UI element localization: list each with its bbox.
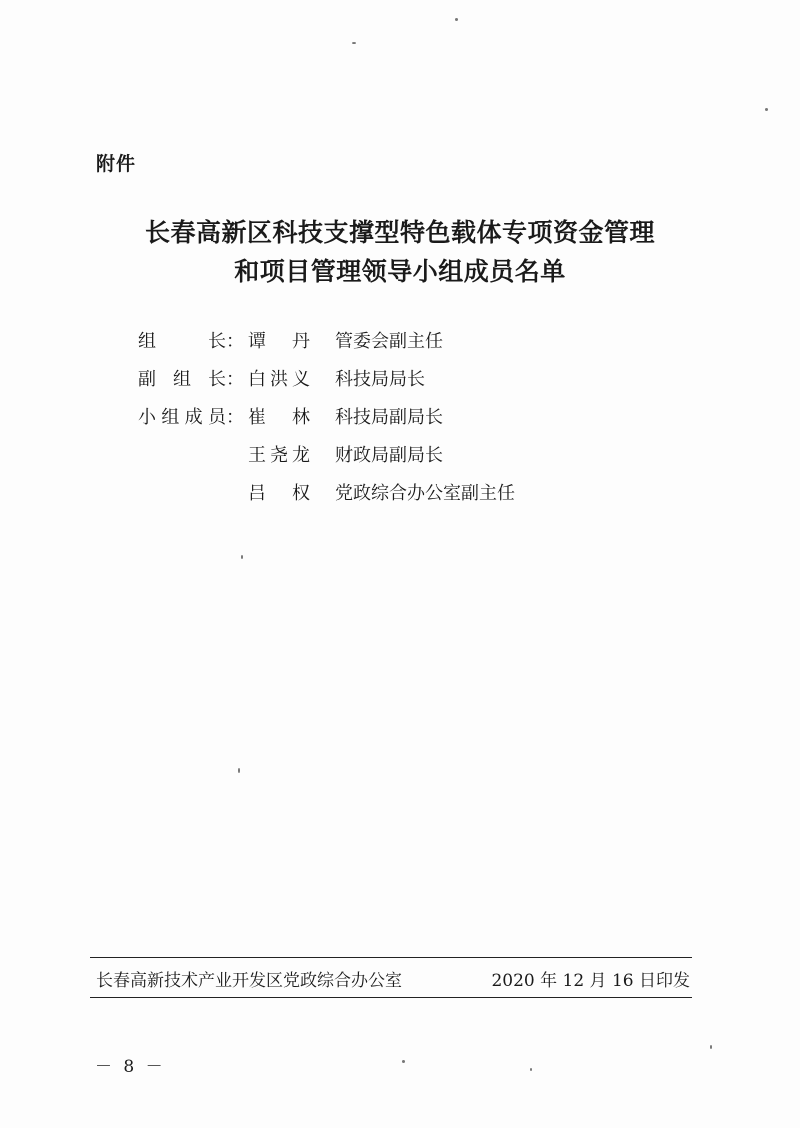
scan-speck	[765, 108, 768, 111]
member-name: 谭 丹	[248, 331, 310, 352]
scan-speck	[238, 768, 240, 773]
page-number: － 8 －	[95, 1057, 166, 1077]
member-position: 科技局副局长	[335, 407, 443, 428]
scan-speck	[402, 1060, 405, 1063]
footer-divider-bottom	[90, 997, 692, 998]
scan-speck	[455, 18, 458, 21]
member-name: 吕 权	[248, 483, 310, 504]
member-position: 财政局副局长	[335, 445, 443, 466]
member-position: 科技局局长	[335, 369, 425, 390]
issuer-name: 长春高新技术产业开发区党政综合办公室	[96, 971, 402, 991]
member-position: 党政综合办公室副主任	[335, 483, 515, 504]
member-name: 崔 林	[248, 407, 310, 428]
attachment-label: 附件	[96, 153, 137, 175]
member-role: 副 组 长 ：	[138, 369, 244, 390]
scan-speck	[241, 555, 243, 559]
member-name: 白 洪 义	[248, 369, 310, 390]
member-role: 小 组 成 员 ：	[138, 407, 244, 428]
footer-divider-top	[90, 957, 692, 958]
member-role: 组 长 ：	[138, 331, 244, 352]
member-position: 管委会副主任	[335, 331, 443, 352]
scan-speck	[710, 1045, 712, 1049]
issue-date: 2020 年 12 月 16 日印发	[491, 971, 690, 991]
document-title-line-2: 和项目管理领导小组成员名单	[234, 257, 566, 286]
member-name: 王 尧 龙	[248, 445, 310, 466]
scan-speck	[352, 42, 356, 44]
scan-speck	[530, 1068, 532, 1071]
document-title-line-1: 长春高新区科技支撑型特色载体专项资金管理	[144, 218, 655, 247]
